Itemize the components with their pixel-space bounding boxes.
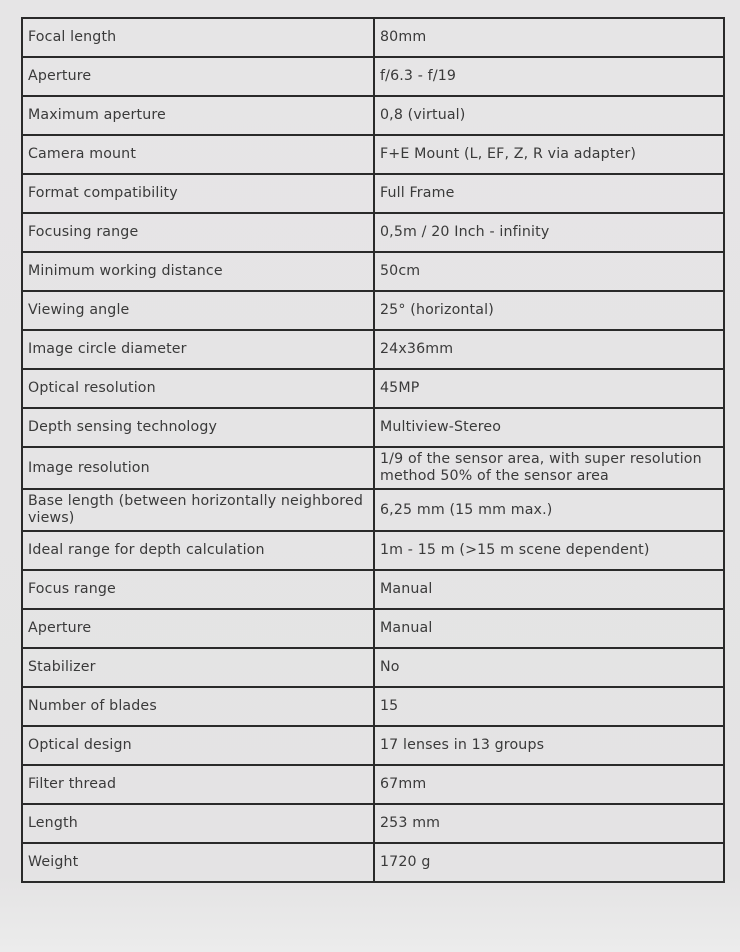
spec-label: Minimum working distance: [22, 252, 374, 291]
spec-value: 0,8 (virtual): [374, 96, 724, 135]
spec-value: f/6.3 - f/19: [374, 57, 724, 96]
spec-value: 80mm: [374, 18, 724, 57]
spec-row: [22, 687, 724, 726]
spec-table-body: [22, 18, 724, 882]
spec-value: 6,25 mm (15 mm max.): [374, 489, 724, 531]
spec-label: Image circle diameter: [22, 330, 374, 369]
spec-row: [22, 135, 724, 174]
spec-label: Camera mount: [22, 135, 374, 174]
spec-row: [22, 369, 724, 408]
spec-value: 253 mm: [374, 804, 724, 843]
spec-label: Optical design: [22, 726, 374, 765]
spec-label: Focusing range: [22, 213, 374, 252]
spec-label: Stabilizer: [22, 648, 374, 687]
spec-label: Number of blades: [22, 687, 374, 726]
spec-value: 24x36mm: [374, 330, 724, 369]
spec-value: 15: [374, 687, 724, 726]
spec-value: F+E Mount (L, EF, Z, R via adapter): [374, 135, 724, 174]
spec-value: 17 lenses in 13 groups: [374, 726, 724, 765]
spec-row: [22, 408, 724, 447]
spec-value: 67mm: [374, 765, 724, 804]
spec-label: Length: [22, 804, 374, 843]
spec-value: Full Frame: [374, 174, 724, 213]
spec-row: [22, 489, 724, 531]
spec-row: [22, 765, 724, 804]
spec-row: [22, 18, 724, 57]
spec-label: Optical resolution: [22, 369, 374, 408]
spec-label: Weight: [22, 843, 374, 882]
spec-label: Depth sensing technology: [22, 408, 374, 447]
spec-value: Manual: [374, 570, 724, 609]
spec-row: [22, 531, 724, 570]
spec-row: [22, 570, 724, 609]
spec-row: [22, 213, 724, 252]
spec-row: [22, 447, 724, 489]
spec-value: 0,5m / 20 Inch - infinity: [374, 213, 724, 252]
spec-value: Multiview-Stereo: [374, 408, 724, 447]
spec-value: 50cm: [374, 252, 724, 291]
spec-row: [22, 843, 724, 882]
spec-row: [22, 648, 724, 687]
spec-row: [22, 804, 724, 843]
spec-label: Aperture: [22, 57, 374, 96]
spec-row: [22, 96, 724, 135]
spec-value: No: [374, 648, 724, 687]
spec-row: [22, 330, 724, 369]
spec-value: 1720 g: [374, 843, 724, 882]
spec-label: Format compatibility: [22, 174, 374, 213]
spec-label: Filter thread: [22, 765, 374, 804]
spec-label: Ideal range for depth calculation: [22, 531, 374, 570]
spec-row: [22, 609, 724, 648]
spec-value: 1/9 of the sensor area, with super resolution method 50% of the sensor area: [374, 447, 724, 489]
spec-label: Maximum aperture: [22, 96, 374, 135]
spec-row: [22, 57, 724, 96]
spec-value: Manual: [374, 609, 724, 648]
spec-row: [22, 726, 724, 765]
spec-label: Viewing angle: [22, 291, 374, 330]
spec-table: [21, 17, 725, 883]
spec-label: Focal length: [22, 18, 374, 57]
spec-label: Image resolution: [22, 447, 374, 489]
spec-row: [22, 252, 724, 291]
spec-row: [22, 174, 724, 213]
spec-value: 45MP: [374, 369, 724, 408]
spec-label: Aperture: [22, 609, 374, 648]
spec-value: 25° (horizontal): [374, 291, 724, 330]
spec-label: Focus range: [22, 570, 374, 609]
spec-label: Base length (between horizontally neighbored views): [22, 489, 374, 531]
spec-value: 1m - 15 m (>15 m scene dependent): [374, 531, 724, 570]
spec-row: [22, 291, 724, 330]
